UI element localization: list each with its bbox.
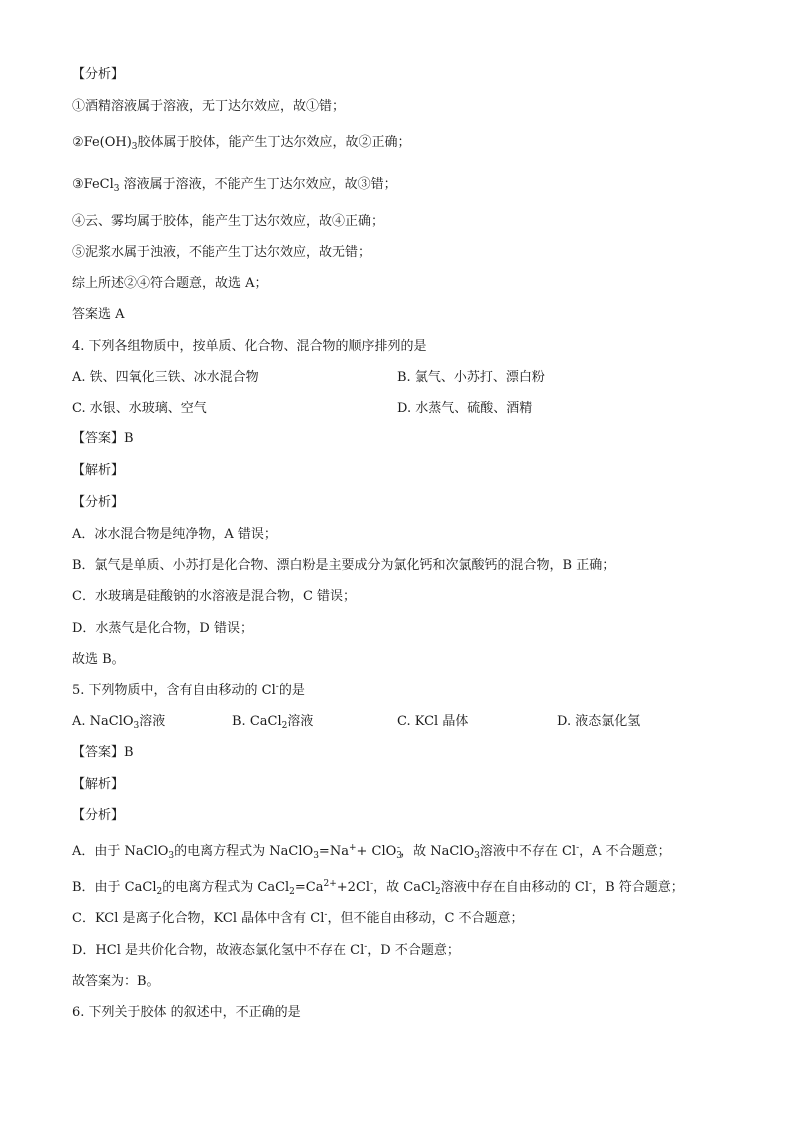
q6-stem: 6. 下列关于胶体 的叙述中，不正确的是	[72, 1005, 301, 1020]
q3-analysis-line-5: ⑤泥浆水属于浊液，不能产生丁达尔效应，故无错；	[72, 245, 372, 260]
q4-stem: 4. 下列各组物质中，按单质、化合物、混合物的顺序排列的是	[72, 339, 427, 354]
q5-explain-heading: 【解析】	[72, 777, 125, 792]
q3-analysis-line-2: $②Fe(OH)_3$胶体属于胶体，能产生丁达尔效应，故②正确；	[72, 135, 411, 152]
q4-option-c: C. 水银、水玻璃、空气	[72, 401, 207, 416]
q5-analysis-d: D．HCl 是共价化合物，故液态氯化氢中不存在 Cl-，D 不合题意；	[72, 942, 460, 958]
q5-analysis-b: B．由于 CaCl$_2$的电离方程式为 $CaCl_2=Ca^{2+}+2Cl^-$，故 CaCl$_2$溶液中存在自由移动的 Cl-，B 符合题意；	[72, 879, 684, 897]
q5-option-a: A. NaClO$_3$溶液	[72, 714, 166, 731]
q5-option-d: D. 液态氯化氢	[557, 714, 641, 729]
q4-analysis-a: A．冰水混合物是纯净物，A 错误；	[72, 527, 277, 542]
q5-option-c: C. KCl 晶体	[397, 714, 469, 729]
q4-analysis-b: B．氯气是单质、小苏打是化合物、漂白粉是主要成分为氯化钙和次氯酸钙的混合物，B 正确；	[72, 558, 616, 573]
q4-analysis-heading: 【分析】	[72, 495, 125, 510]
q3-summary: 综上所述②④符合题意，故选 A；	[72, 276, 268, 291]
q4-answer: 【答案】B	[72, 431, 134, 446]
q4-explain-heading: 【解析】	[72, 463, 125, 478]
q5-analysis-c: C．KCl 是离子化合物，KCl 晶体中含有 Cl-，但不能自由移动，C 不合题意；	[72, 910, 524, 926]
q4-conclusion: 故选 B。	[72, 652, 125, 667]
q5-analysis-a: A．由于 NaClO$_3$的电离方程式为 NaClO$_3$=Na++ ClO$_3$-，故 NaClO$_3$溶液中不存在 Cl-，A 不合题意；	[72, 843, 671, 861]
q3-analysis-line-4: ④云、雾均属于胶体，能产生丁达尔效应，故④正确；	[72, 214, 385, 229]
q3-analysis-line-1: ①酒精溶液属于溶液，无丁达尔效应，故①错；	[72, 99, 346, 114]
q4-option-a: A. 铁、四氧化三铁、冰水混合物	[72, 370, 259, 385]
q5-conclusion: 故答案为：B。	[72, 974, 160, 989]
q5-answer: 【答案】B	[72, 745, 134, 760]
q3-answer: 答案选 A	[72, 307, 125, 322]
q4-analysis-c: C．水玻璃是硅酸钠的水溶液是混合物，C 错误；	[72, 589, 357, 604]
q4-analysis-d: D．水蒸气是化合物，D 错误；	[72, 621, 253, 636]
q4-option-b: B. 氯气、小苏打、漂白粉	[397, 370, 545, 385]
q3-analysis-heading: 【分析】	[72, 67, 125, 82]
q5-option-b: B. CaCl$_2$溶液	[232, 714, 314, 731]
q3-analysis-line-3: ③FeCl$_3$ 溶液属于溶液，不能产生丁达尔效应，故③错；	[72, 177, 397, 194]
q5-analysis-heading: 【分析】	[72, 808, 125, 823]
q4-option-d: D. 水蒸气、硫酸、酒精	[397, 401, 533, 416]
q5-stem: 5. 下列物质中，含有自由移动的 Cl-的是	[72, 682, 305, 698]
